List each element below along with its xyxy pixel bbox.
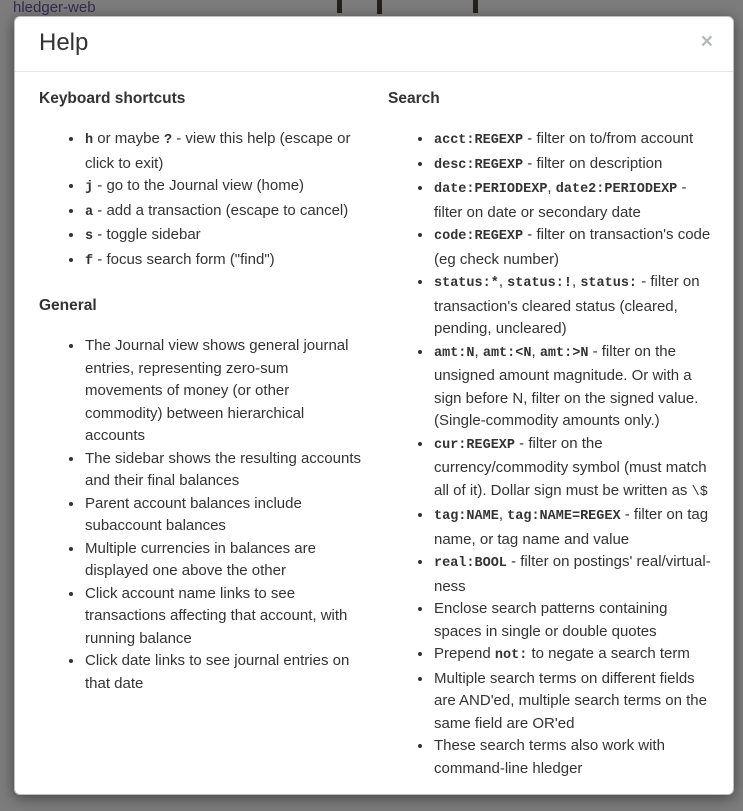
modal-column-left	[39, 90, 362, 780]
search-list	[388, 128, 711, 780]
list-item: • Click account name links to see transactions affecting that account, with running balance	[84, 583, 362, 651]
code-term: status:!	[507, 276, 572, 291]
code-term: amt:N	[434, 345, 475, 361]
background-heading-fragment-3	[473, 0, 478, 13]
background-heading-fragment-1	[337, 0, 342, 13]
list-item: • real:BOOL - filter on postings' real/virtual-ness	[433, 551, 711, 598]
list-item: • Multiple currencies in balances are displayed one above the other	[84, 538, 362, 583]
list-item: • The Journal view shows general journal entries, representing zero-sum movements of money (or other commodity) between hierarchical accounts	[84, 335, 362, 448]
list-item: • status:*, status:!, status: - filter on transaction's cleared status (cleared, pending, uncleared)	[433, 271, 711, 341]
keyboard-shortcuts-list	[39, 128, 362, 273]
list-item: • h or maybe ? - view this help (escape or click to exit)	[84, 128, 362, 175]
section-heading-search: Search	[388, 90, 440, 107]
list-item: • cur:REGEXP - filter on the currency/commodity symbol (must match all of it). Dollar sign must be written as \$	[433, 433, 711, 505]
section-heading-general: General	[39, 297, 97, 314]
code-term: cur:REGEXP	[434, 437, 516, 453]
list-item: • Parent account balances include subaccount balances	[84, 493, 362, 538]
list-item: • Prepend not: to negate a search term	[433, 643, 711, 668]
code-term: j	[85, 180, 94, 195]
list-item: • tag:NAME, tag:NAME=REGEX - filter on tag name, or tag name and value	[433, 504, 711, 551]
code-term: desc:REGEXP	[434, 157, 524, 173]
code-term: h	[85, 133, 94, 148]
code-term: f	[85, 253, 94, 269]
code-term: ?	[163, 133, 173, 148]
code-term: \$	[691, 484, 708, 500]
list-item: • date:PERIODEXP, date2:PERIODEXP - filter on date or secondary date	[433, 177, 711, 224]
general-list	[39, 335, 362, 695]
list-item: • desc:REGEXP - filter on description	[433, 153, 711, 178]
modal-header	[15, 17, 733, 72]
code-term: tag:NAME	[434, 509, 499, 524]
list-item: • s - toggle sidebar	[84, 224, 362, 249]
close-icon[interactable]: ×	[700, 30, 713, 53]
code-term: status:*	[434, 276, 499, 291]
code-term: tag:NAME=REGEX	[507, 509, 621, 524]
code-term: amt:>N	[539, 345, 589, 361]
code-term: real:BOOL	[434, 556, 507, 571]
code-term: code:REGEXP	[434, 229, 524, 244]
list-item: • The sidebar shows the resulting accounts and their final balances	[84, 448, 362, 493]
list-item: • amt:N, amt:<N, amt:>N - filter on the unsigned amount magnitude. Or with a sign before N, filter on the signed value. (Single-commodity amounts only.)	[433, 341, 711, 433]
list-item: • These search terms also work with command-line hledger	[433, 735, 711, 780]
list-item: • acct:REGEXP - filter on to/from account	[433, 128, 711, 153]
code-term: s	[85, 229, 94, 244]
code-term: date:PERIODEXP	[434, 182, 548, 197]
list-item: • f - focus search form ("find")	[84, 249, 362, 274]
code-term: status:	[580, 276, 638, 291]
modal-column-right	[388, 90, 711, 780]
list-item: • code:REGEXP - filter on transaction's code (eg check number)	[433, 224, 711, 271]
code-term: date2:PERIODEXP	[555, 182, 678, 197]
code-term: amt:<N	[482, 345, 532, 361]
modal-title: Help	[39, 29, 89, 56]
help-modal	[14, 16, 734, 795]
code-term: not:	[494, 648, 528, 663]
modal-body	[15, 72, 733, 795]
list-item: • Click date links to see journal entries on that date	[84, 650, 362, 695]
code-term: acct:REGEXP	[434, 133, 524, 148]
code-term: a	[85, 204, 94, 220]
section-heading-keyboard-shortcuts: Keyboard shortcuts	[39, 90, 186, 107]
list-item: • Enclose search patterns containing spaces in single or double quotes	[433, 598, 711, 643]
list-item: • a - add a transaction (escape to cancel)	[84, 200, 362, 225]
list-item: • j - go to the Journal view (home)	[84, 175, 362, 200]
list-item: • Multiple search terms on different fields are AND'ed, multiple search terms on the same field are OR'ed	[433, 668, 711, 736]
brand-link: hledger-web	[13, 0, 96, 16]
background-heading-fragment-2	[377, 0, 382, 14]
